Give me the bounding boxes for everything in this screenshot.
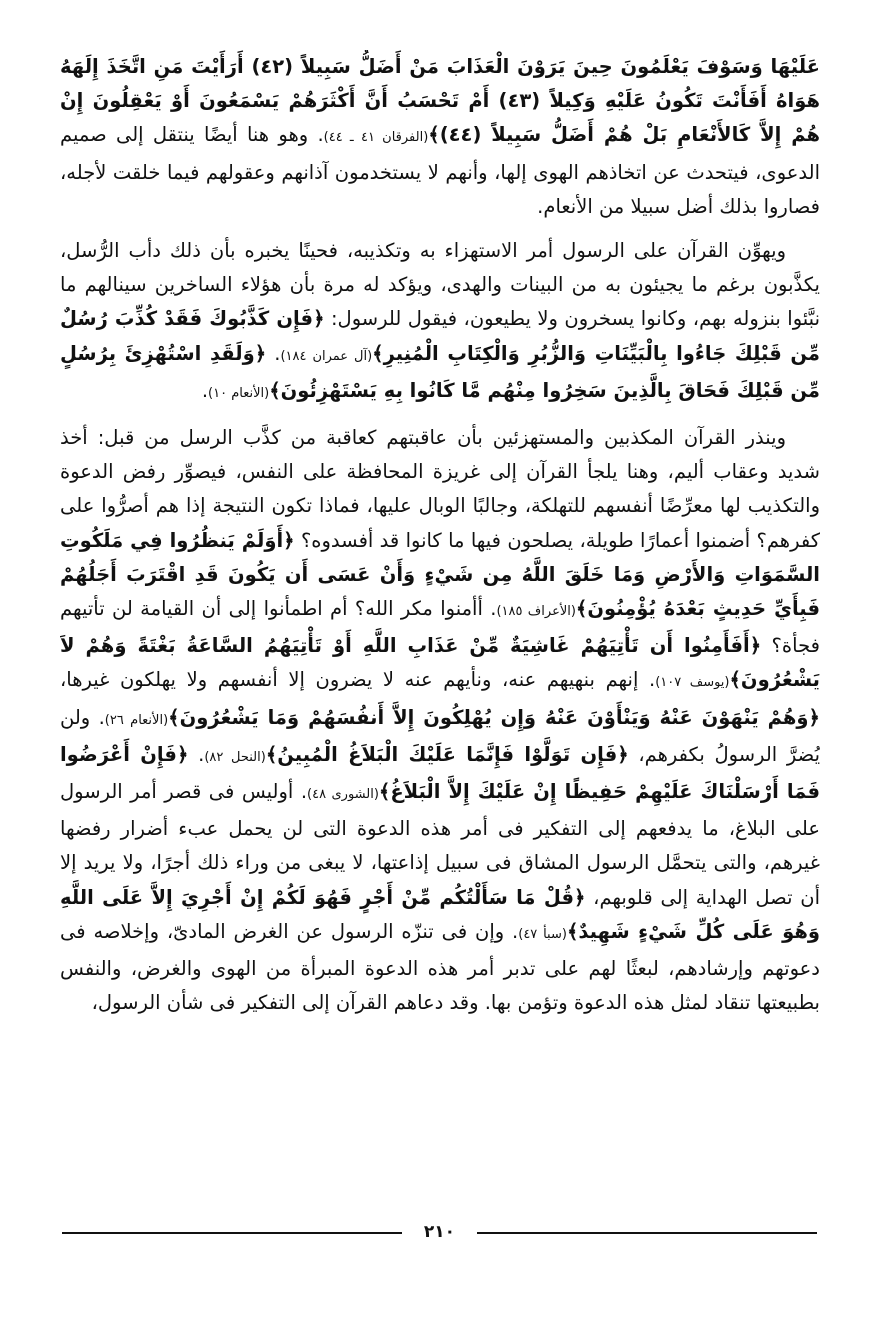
body-text: . وهو هنا أيضًا ينتقل إلى صميم الدعوى، فيتحدث عن اتخاذهم الهوى إلها، وأنهم لا يستخدمون آذانهم وعقولهم فيما خلقت لأجله، فصاروا بذلك أضل سبيلا من الأنعام. [60, 123, 820, 218]
body-text: وينذر القرآن المكذبين والمستهزئين بأن عاقبتهم كعاقبة من كذَّب الرسل من قبل: أخذ شديد وعقاب أليم، وهنا يلجأ القرآن إلى غريزة المحافظة على النفس، فيصوِّر رفض الدعوة والتكذيب لها معرِّضًا أنفسهم للتهلكة، وجالبًا الوبال عليها، فماذا تكون النتيجة إذا هم أصرُّوا على كفرهم؟ أضمنوا أعمارًا طويلة، يصلحون فيها ما كانوا قد أفسدوه؟ [60, 426, 820, 552]
paragraph [60, 234, 820, 411]
quran-verse: ﴿فَإِن كَذَّبُوكَ فَقَدْ كُذِّبَ رُسُلٌ مِّن قَبْلِكَ جَاءُوا بِالْبَيِّنَاتِ وَالزُّبُرِ وَالْكِتَابِ الْمُنِيرِ﴾ [60, 307, 820, 365]
verse-reference: (يوسف ١٠٧) [655, 675, 730, 691]
quran-verse: ﴿وَهُمْ يَنْهَوْنَ عَنْهُ وَيَنْأَوْنَ عَنْهُ وَإِن يُهْلِكُونَ إِلاَّ أَنفُسَهُمْ وَمَا يَشْعُرُونَ﴾ [168, 705, 820, 729]
verse-reference: (آل عمران ١٨٤) [280, 348, 373, 364]
book-page-body [60, 50, 820, 1220]
quran-verse: ﴿قُلْ مَا سَأَلْتُكُم مِّنْ أَجْرٍ فَهُوَ لَكُمْ إِنْ أَجْرِيَ إِلاَّ عَلَى اللَّهِ وَهُوَ عَلَى كُلِّ شَيْءٍ شَهِيدٌ﴾ [60, 885, 820, 943]
body-text: . أوليس فى قصر أمر الرسول على البلاغ، ما يدفعهم إلى التفكير فى أمر هذه الدعوة التى لن يحمل عبء أضرار رفضها غيرهم، والتى يتحمَّل الرسول المشاق فى سبيل إذاعتها، لا يبغى من وراء ذلك أجرًا، ولا يريد إلا أن تصل الهداية إلى قلوبهم، [60, 780, 820, 909]
body-text: . ولن يُضرَّ الرسولُ بكفرهم، [60, 705, 820, 766]
verse-reference: (النحل ٨٢) [204, 749, 266, 765]
body-text: . [266, 341, 281, 365]
quran-verse: ﴿أَفَأَمِنُوا أَن تَأْتِيَهُمْ غَاشِيَةٌ مِّنْ عَذَابِ اللَّهِ أَوْ تَأْتِيَهُمُ السَّاعَةُ بَغْتَةً وَهُمْ لاَ يَشْعُرُونَ﴾ [60, 634, 820, 692]
paragraph [60, 421, 820, 1020]
quran-verse: ﴿وَلَقَدِ اسْتُهْزِئَ بِرُسُلٍ مِّن قَبْلِكَ فَحَاقَ بِالَّذِينَ سَخِرُوا مِنْهُم مَّا كَانُوا بِهِ يَسْتَهْزِئُونَ﴾ [60, 341, 820, 402]
body-text: ويهوِّن القرآن على الرسول أمر الاستهزاء به وتكذيبه، فحينًا يخبره بأن ذلك دأب الرُّسل، يكذَّبون برغم ما يجيئون به من البينات والهدى، ويؤكد له مرة بأن هؤلاء الساخرين سينالهم ما نبَّئوا بنزوله بهم، وكانوا يسخرون ولا يطيعون، فيقول للرسول: [60, 239, 820, 331]
body-text: . [201, 378, 209, 402]
verse-reference: (الأنعام ٢٦) [104, 712, 169, 728]
verse-reference: (الشورى ٤٨) [307, 787, 379, 803]
quran-verse: ﴿أَوَلَمْ يَنظُرُوا فِي مَلَكُوتِ السَّمَوَاتِ وَالأَرْضِ وَمَا خَلَقَ اللَّهُ مِن شَيْءٍ وَأَنْ عَسَى أَن يَكُونَ قَدِ اقْتَرَبَ أَجَلُهُمْ فَبِأَيِّ حَدِيثٍ بَعْدَهُ يُؤْمِنُونَ﴾ [60, 528, 820, 621]
verse-reference: (الأعراف ١٨٥) [496, 604, 576, 620]
verse-reference: (الأنعام ١٠) [208, 385, 270, 401]
quran-verse: ﴿فَإِن تَوَلَّوْا فَإِنَّمَا عَلَيْكَ الْبَلاَغُ الْمُبِينُ﴾ [265, 742, 629, 766]
quran-verse: عَلَيْهَا وَسَوْفَ يَعْلَمُونَ حِينَ يَرَوْنَ الْعَذَابَ مَنْ أَضَلُّ سَبِيلاً (٤٢) أَرَأَيْتَ مَنِ اتَّخَذَ إِلَهَهُ هَوَاهُ أَفَأَنْتَ تَكُونُ عَلَيْهِ وَكِيلاً (٤٣) أَمْ تَحْسَبُ أَنَّ أَكْثَرَهُمْ يَسْمَعُونَ أَوْ يَعْقِلُونَ إِنْ هُمْ إِلاَّ كَالأَنْعَامِ بَلْ هُمْ أَضَلُّ سَبِيلاً (٤٤)﴾ [60, 55, 820, 147]
verse-reference: (سبأ ٤٧) [518, 926, 567, 942]
page-footer [62, 1222, 817, 1242]
text-block [60, 50, 820, 1020]
body-text: . [188, 742, 205, 766]
verse-reference: (الفرقان ٤١ ـ ٤٤) [323, 130, 429, 146]
body-text: . إنهم بنهيهم عنه، ونأيهم عنه لا يضرون إلا أنفسهم ولا يهلكون غيرها، [60, 668, 656, 692]
page-number: ٢١٠ [423, 1222, 456, 1242]
body-text: . أأمنوا مكر الله؟ أم اطمأنوا إلى أن القيامة لن تأتيهم فجأة؟ [60, 597, 820, 658]
paragraph [60, 50, 820, 224]
body-text: . وإن فى تنزّه الرسول عن الغرض المادىّ، وإخلاصه فى دعوتهم وإرشادهم، لبعثًا لهم على تدبر أمر هذه الدعوة المبرأة من الهوى والغرض، والنفس بطبيعتها تنقاد لمثل هذه الدعوة وتؤمن بها. وقد دعاهم القرآن إلى التفكير فى شأن الرسول، [60, 919, 820, 1015]
quran-verse: ﴿فَإِنْ أَعْرَضُوا فَمَا أَرْسَلْنَاكَ عَلَيْهِمْ حَفِيظًا إِنْ عَلَيْكَ إِلاَّ الْبَلاَغُ﴾ [60, 742, 820, 804]
